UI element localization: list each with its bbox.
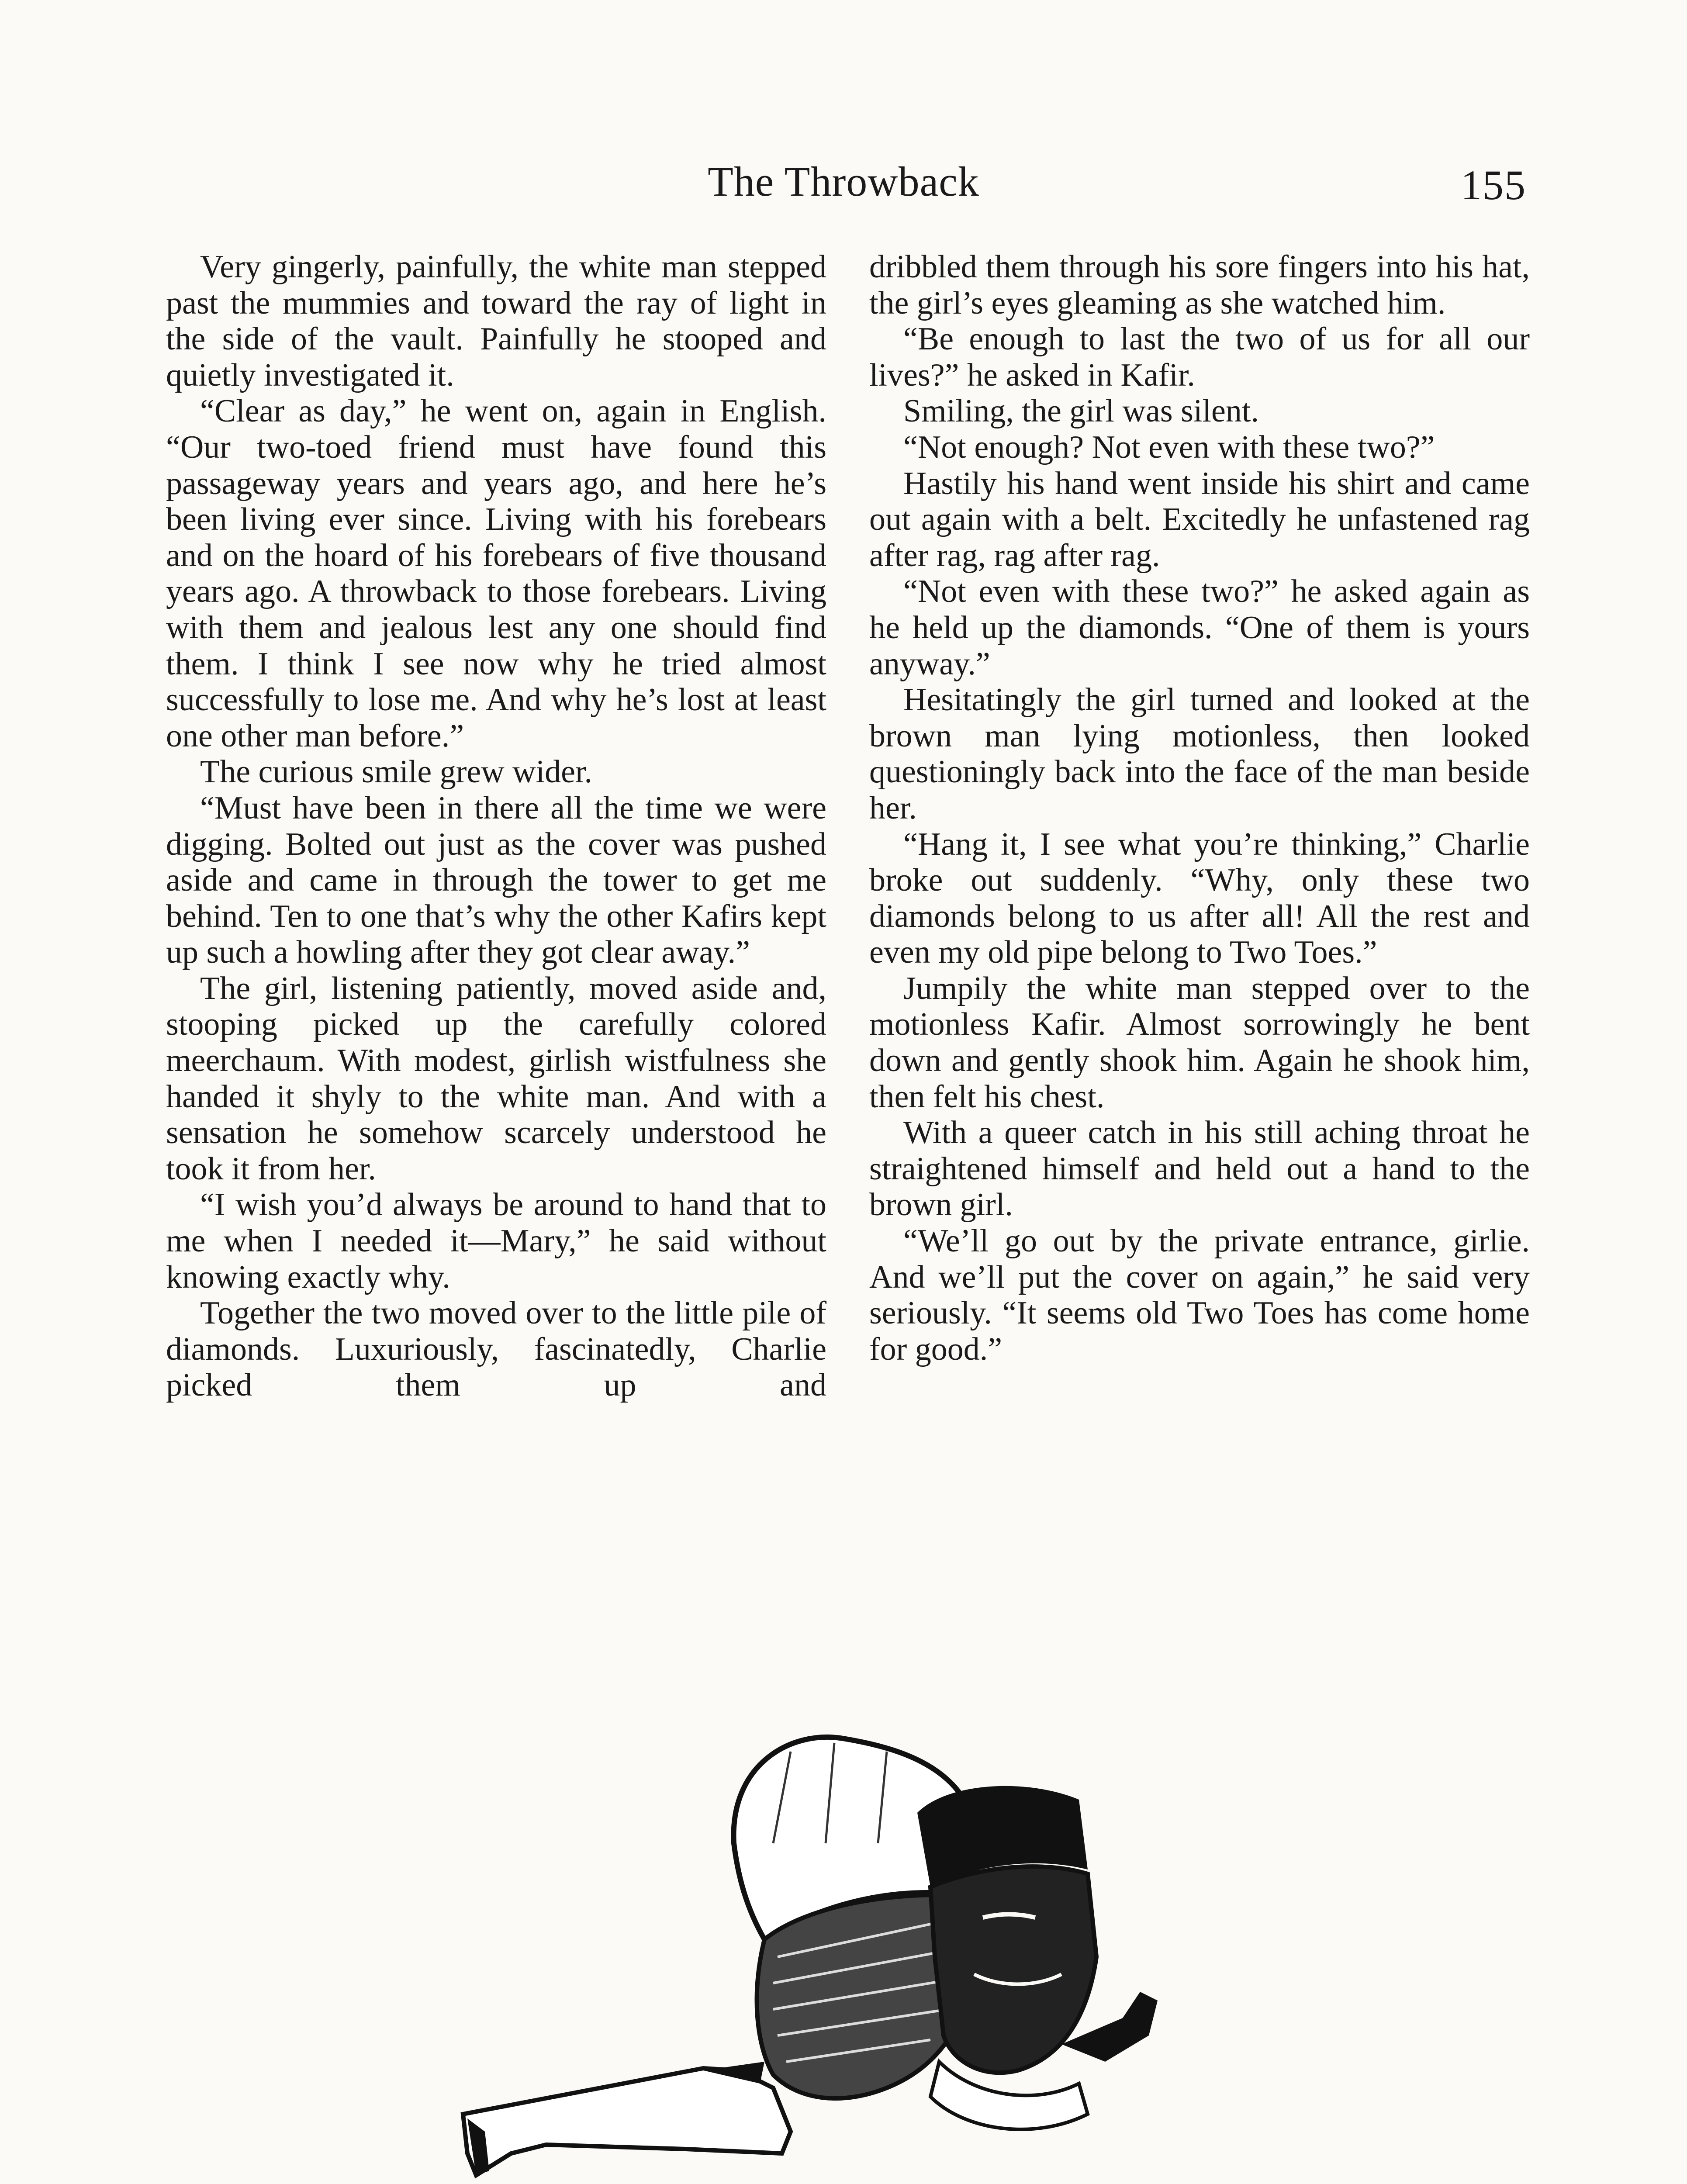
paragraph: Hesitatingly the girl turned and looked at the brown man lying motionless, then looked questioningly back into the face of the man beside her.: [869, 682, 1530, 826]
arm-sketch: [463, 2068, 791, 2175]
paragraph: “Clear as day,” he went on, again in English. “Our two-toed friend must have found this passageway years and years ago, and here he’s been living ever since. Living with his forebears and on the hoard of his forebears of five thousand years ago. A throwback to those forebears. Living with them and jealous lest any one should find them. I think I see now why he tried almost successfully to lose me. And why he’s lost at least one other man before.”: [166, 393, 826, 754]
right-column: [869, 249, 1530, 1367]
paragraph: The curious smile grew wider.: [200, 754, 593, 790]
paragraph: Together the two moved over to the little pile of diamonds. Luxuriously, fascinatedly, Charlie picked them up and: [166, 1295, 826, 1403]
paragraph: “I wish you’d always be around to hand that to me when I needed it—Mary,” he said without knowing exactly why.: [166, 1187, 826, 1295]
two-men-illustration: [459, 1712, 1267, 2184]
paragraph: “We’ll go out by the private entrance, girlie. And we’ll put the cover on again,” he said very seriously. “It seems old Two Toes has come home for good.”: [869, 1223, 1530, 1367]
paragraph: “Be enough to last the two of us for all our lives?” he asked in Kafir.: [869, 321, 1530, 393]
running-head: The Throwback: [708, 158, 979, 205]
left-column: [166, 249, 826, 1403]
paragraph: “Must have been in there all the time we were digging. Bolted out just as the cover was pushed aside and came in through the tower to get me behind. Ten to one that’s why the other Kafirs kept up such a howling after they got clear away.”: [166, 790, 826, 971]
paragraph: Jumpily the white man stepped over to the motionless Kafir. Almost sorrowingly he bent down and gently shook him. Again he shook him, then felt his chest.: [869, 970, 1530, 1115]
paragraph: Very gingerly, painfully, the white man stepped past the mummies and toward the ray of light in the side of the vault. Painfully he stooped and quietly investigated it.: [166, 249, 826, 393]
paragraph: “Not even with these two?” he asked again as he held up the diamonds. “One of them is yours anyway.”: [869, 574, 1530, 682]
paragraph: Hastily his hand went inside his shirt and came out again with a belt. Excitedly he unfastened rag after rag, rag after rag.: [869, 465, 1530, 574]
paragraph: dribbled them through his sore fingers into his hat, the girl’s eyes gleaming as she watched him.: [869, 249, 1530, 321]
page-number: 155: [1461, 162, 1526, 208]
paragraph: The girl, listening patiently, moved aside and, stooping picked up the carefully colored meerchaum. With modest, girlish wistfulness she handed it shyly to the white man. And with a sensation he somehow scarcely understood he took it from her.: [166, 970, 826, 1187]
paragraph: Smiling, the girl was silent.: [903, 393, 1259, 429]
paragraph: “Not enough? Not even with these two?”: [903, 429, 1435, 465]
paragraph: “Hang it, I see what you’re thinking,” Charlie broke out suddenly. “Why, only these two diamonds belong to us after all! All the rest and even my old pipe belong to Two Toes.”: [869, 826, 1530, 971]
paragraph: With a queer catch in his still aching throat he straightened himself and held out a hand to the brown girl.: [869, 1115, 1530, 1223]
